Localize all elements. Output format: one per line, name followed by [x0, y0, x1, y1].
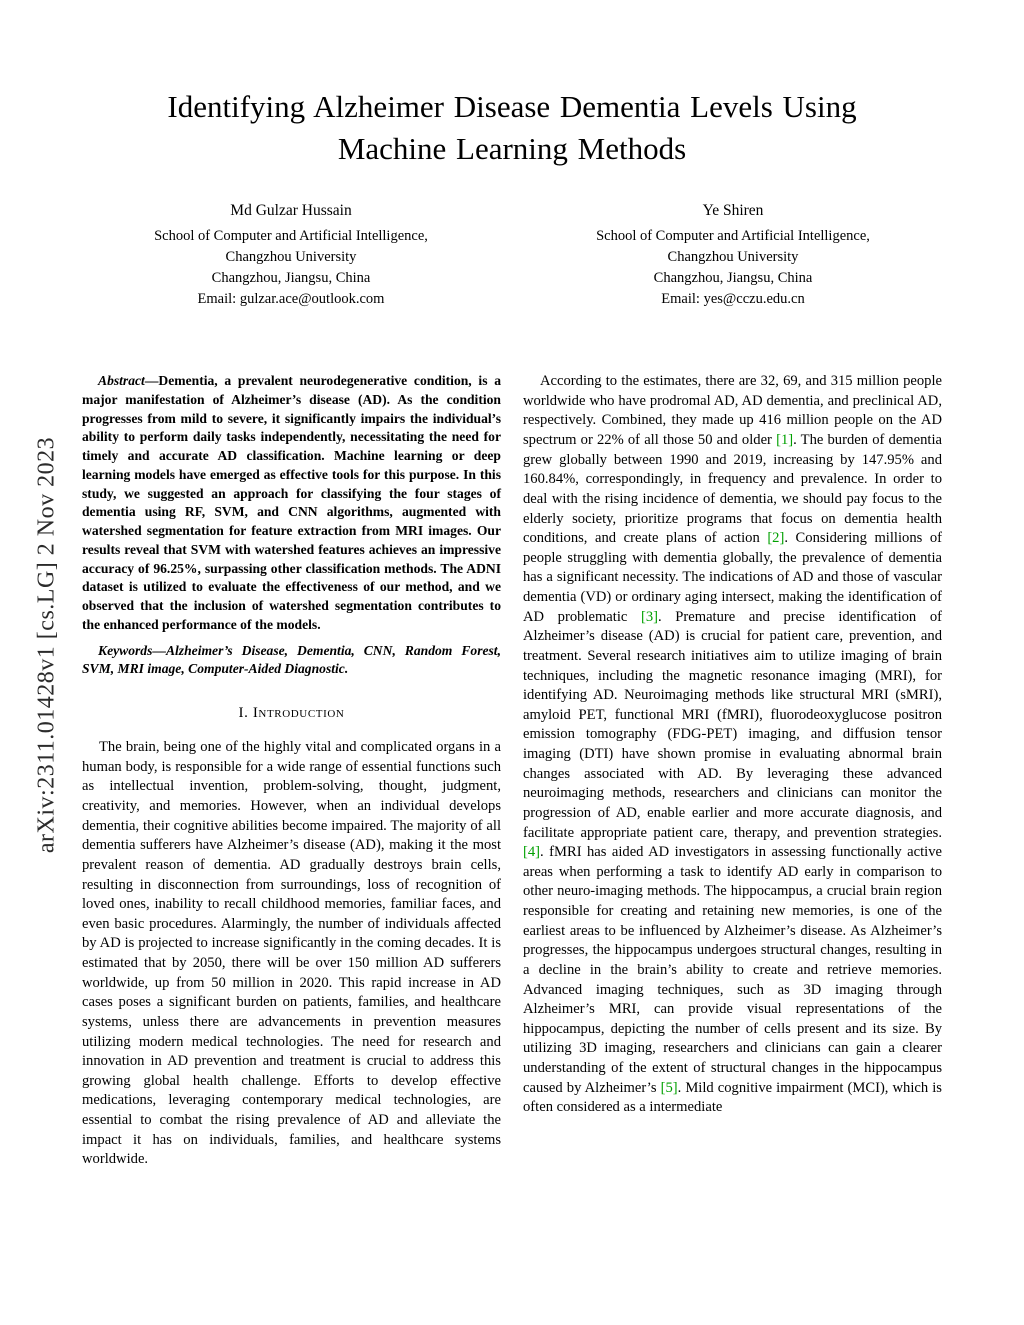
author-affiliation-line: Changzhou, Jiangsu, China [211, 270, 371, 287]
abstract-text: —Dementia, a prevalent neurodegenerative condition, is a major manifestation of Alzheimer’s disease (AD). As the condition progresses from mild to severe, it significantly impairs the individual’s ability to perform daily tasks independently, necessitating the need for timely and accurate AD classification. Machine learning or deep learning models have emerged as effective tools for this purpose. In this study, we suggested an approach for classifying the four stages of dementia using RF, SVM, and CNN algorithms, augmented with watershed segmentation for feature extraction from MRI images. Our results reveal that SVM with watershed features achieves an impressive accuracy of 96.25%, surpassing other classification methods. The ADNI dataset is utilized to evaluate the effectiveness of our method, and we observed that the inclusion of watershed segmentation contributes to the enhanced performance of the models. [82, 373, 501, 632]
author-affiliation-line: Changzhou, Jiangsu, China [653, 270, 813, 287]
citation-link[interactable]: [1] [776, 432, 794, 449]
keywords-label: Keywords [98, 642, 153, 658]
abstract-paragraph [82, 372, 501, 635]
abstract-label: Abstract [98, 373, 145, 389]
author-affiliation-line: School of Computer and Artificial Intelligence, [596, 228, 870, 245]
keywords-paragraph [82, 642, 501, 680]
keywords-text: —Alzheimer’s Disease, Dementia, CNN, Random Forest, SVM, MRI image, Computer-Aided Diagnostic. [82, 642, 501, 677]
author-block-2 [512, 200, 954, 311]
author-affiliation-line: Changzhou University [667, 249, 799, 266]
two-column-body [0, 372, 1024, 1170]
paper-title: Identifying Alzheimer Disease Dementia Levels Using Machine Learning Methods [167, 89, 857, 166]
citation-link[interactable]: [3] [640, 608, 659, 625]
author-affiliation-line: Changzhou University [225, 249, 357, 266]
author-name: Md Gulzar Hussain [230, 201, 352, 219]
left-column [82, 372, 501, 1170]
citation-link[interactable]: [2] [767, 530, 785, 547]
citation-link[interactable]: [5] [660, 1079, 678, 1096]
author-email: Email: yes@cczu.edu.cn [661, 291, 805, 308]
section-heading-introduction: I. Introduction [238, 705, 345, 722]
arxiv-watermark: arXiv:2311.01428v1 [cs.LG] 2 Nov 2023 [33, 436, 60, 854]
author-email: Email: gulzar.ace@outlook.com [197, 291, 385, 308]
author-name: Ye Shiren [702, 201, 764, 219]
introduction-paragraph-left: The brain, being one of the highly vital and complicated organs in a human body, is responsible for a wide range of essential functions such as intellectual invention, problem-solving, thought, judgment, creativity, and memories. However, when an individual develops dementia, their cognitive abilities become impaired. The majority of all dementia sufferers have Alzheimer’s disease (AD), making it the most prevalent reason of dementia. AD gradually destroys brain cells, resulting in disconnection from surroundings, loss of recognition of loved ones, inability to recall childhood memories, familiar faces, and even basic procedures. Alarmingly, the number of individuals affected by AD is projected to increase significantly in the coming decades. It is estimated that by 2050, there will be over 150 million AD sufferers worldwide, up from 50 million in 2020. This rapid increase in AD cases poses a significant burden on patients, families, and healthcare systems, unless there are advancements in prevention measures utilizing modern medical technologies. The need for research and innovation in AD prevention and treatment is crucial to address this growing global health challenge. Efforts to develop effective medications, leveraging contemporary medical technologies, are essential to combat the rising prevalence of AD and alleviate the impact it has on individuals, families, and healthcare systems worldwide. [82, 739, 501, 1168]
author-block-1 [70, 200, 512, 311]
author-affiliation-line: School of Computer and Artificial Intelligence, [154, 228, 428, 245]
introduction-paragraph-right: According to the estimates, there are 32, 69, and 315 million people worldwide who have prodromal AD, AD dementia, and preclinical AD, respectively. Combined, they made up 416 million people on the AD spectrum or 22% of all those 50 and older [1]. The burden of dementia grew globally between 1990 and 2019, increasing by 147.95% and 160.84%, correspondingly, in frequency and prevalence. In order to deal with the rising incidence of dementia, we should pay focus to the elderly society, prioritize programs that focus on dementia health conditions, and create plans of action [2]. Considering millions of people struggling with dementia globally, the prevalence of dementia has a significant necessity. The indications of AD and those of vascular dementia (VD) or ordinary aging intersect, making the identification of AD problematic [3]. Premature and precise identification of Alzheimer’s disease (AD) is crucial for patient care, prevention, and treatment. Several research initiatives aim to utilize imaging of brain techniques, including the magnetic resonance imaging (MRI), for identifying AD. Neuroimaging methods like structural MRI (sMRI), amyloid PET, functional MRI (fMRI), fluorodeoxyglucose positron emission tomography (FDG-PET) imaging, and diffusion tensor imaging (DTI) have shown promise in evaluating abnormal brain changes associated with AD. By leveraging these advanced neuroimaging methods, researchers and clinicians can monitor the progression of AD, enable earlier and more accurate diagnosis, and facilitate appropriate patient care, therapy, and prevention strategies. [4]. fMRI has aided AD investigators in assessing functionally active areas when performing a task to identify AD early in comparison to other neuro-imaging methods. The hippocampus, a crucial brain region responsible for creating and retaining new memories, is one of the earliest areas to be influenced by Alzheimer’s disease. As Alzheimer’s progresses, the hippocampus undergoes structural changes, resulting in a decline in the brain’s ability to create and retrieve memories. Advanced imaging techniques, such as 3D imaging through Alzheimer’s MRI, can provide visual representations of the hippocampus, depicting the number of cells present and its size. By utilizing 3D imaging, researchers and clinicians can gain a clearer understanding of the extent of structural changes in the hippocampus caused by Alzheimer’s [5]. Mild cognitive impairment (MCI), which is often considered as a intermediate [523, 373, 943, 1116]
citation-link[interactable]: [4] [523, 844, 541, 861]
right-column [523, 372, 942, 1170]
authors-row [70, 200, 954, 311]
